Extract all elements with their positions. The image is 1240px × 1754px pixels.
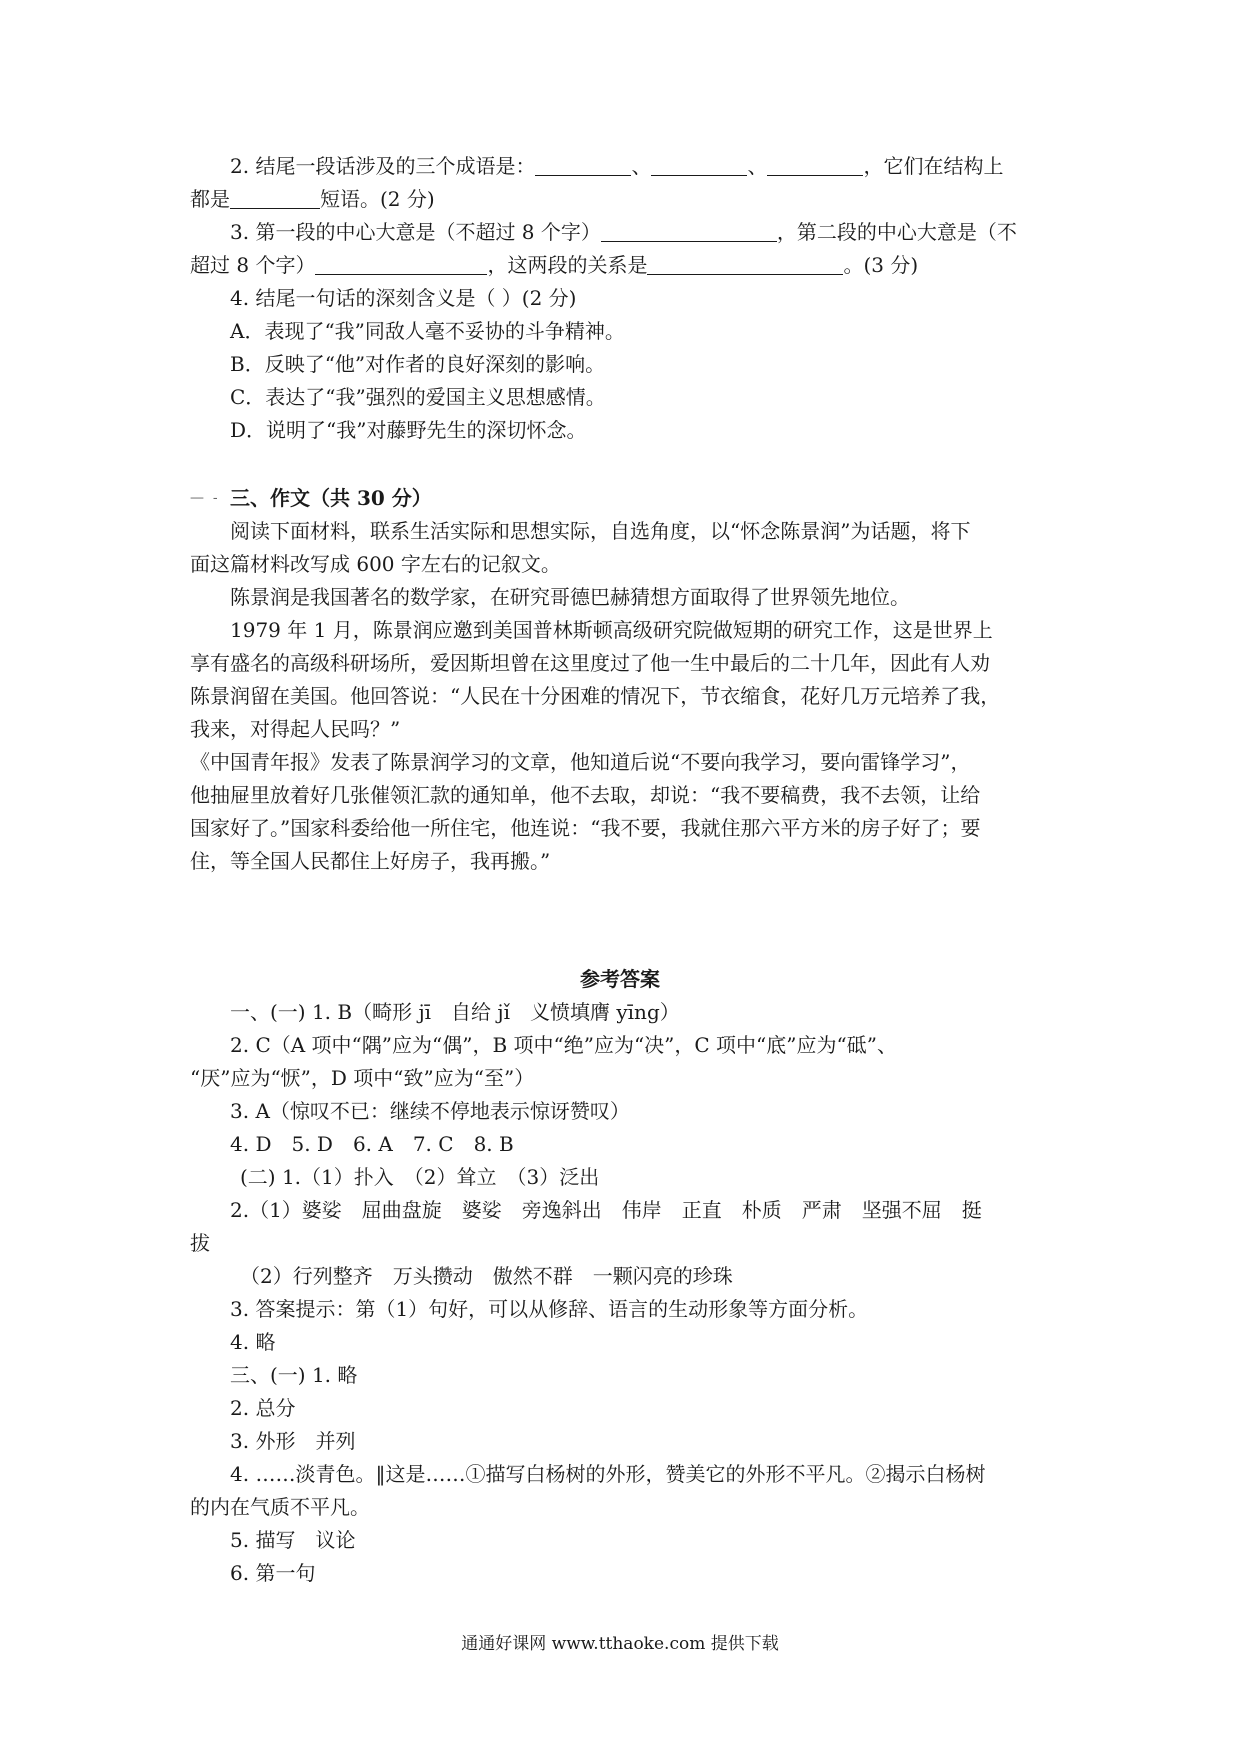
answer-line: 3. 答案提示：第（1）句好，可以从修辞、语言的生动形象等方面分析。 (230, 1297, 869, 1321)
answer-blank[interactable] (767, 155, 863, 176)
q3-text-d: ，这两段的关系是 (487, 253, 648, 277)
answer-line: 三、(一) 1. 略 (230, 1363, 358, 1387)
answers-title: 参考答案 (580, 967, 660, 991)
answer-line: 2. C（A 项中“隅”应为“偶”，B 项中“绝”应为“决”，C 项中“底”应为“砥”、 (230, 1033, 897, 1057)
q2-sep-2: 、 (747, 154, 768, 178)
answer-line: 4. 略 (230, 1330, 276, 1354)
essay-line: 1979 年 1 月，陈景润应邀到美国普林斯顿高级研究院做短期的研究工作，这是世界上 (230, 618, 993, 642)
essay-line: 享有盛名的高级科研场所，爱因斯坦曾在这里度过了他一生中最后的二十几年，因此有人劝 (190, 651, 990, 675)
q4-option-d: D．说明了“我”对藤野先生的深切怀念。 (230, 418, 587, 442)
q3-text-b: ，第二段的中心大意是（不 (776, 220, 1017, 244)
answer-line: 5. 描写 议论 (230, 1528, 356, 1552)
q4-option-c: C．表达了“我”强烈的爱国主义思想感情。 (230, 385, 606, 409)
essay-heading: 三、作文（共 30 分） (230, 486, 432, 510)
q3-line-1 (230, 216, 1017, 249)
answer-line: “厌”应为“恹”，D 项中“致”应为“至”） (190, 1066, 535, 1090)
answer-blank[interactable] (315, 254, 487, 275)
essay-line: 住，等全国人民都住上好房子，我再搬。” (190, 849, 551, 873)
essay-line: 阅读下面材料，联系生活实际和思想实际，自选角度，以“怀念陈景润”为话题，将下 (230, 519, 971, 543)
answer-line: 的内在气质不平凡。 (190, 1495, 370, 1519)
answer-line: 3. 外形 并列 (230, 1429, 356, 1453)
answer-line: (二) 1.（1）扑入 （2）耸立 （3）泛出 (240, 1165, 600, 1189)
q3-line-2 (190, 249, 918, 282)
q2-text-d: 短语。(2 分) (320, 187, 435, 211)
q3-text-a: 3. 第一段的中心大意是（不超过 8 个字） (230, 220, 601, 244)
essay-line: 他抽屉里放着好几张催领汇款的通知单，他不去取，却说：“我不要稿费，我不去领，让给 (190, 783, 981, 807)
answer-blank[interactable] (230, 188, 320, 209)
essay-line: 我来，对得起人民吗？” (190, 717, 401, 741)
answer-line: 2.（1）婆娑 屈曲盘旋 婆娑 旁逸斜出 伟岸 正直 朴质 严肃 坚强不屈 挺 (230, 1198, 982, 1222)
scan-mark: — - (190, 490, 218, 506)
answer-blank[interactable] (535, 155, 631, 176)
q4-option-a: A．表现了“我”同敌人毫不妥协的斗争精神。 (230, 319, 625, 343)
answer-blank[interactable] (651, 155, 747, 176)
essay-line: 国家好了。”国家科委给他一所住宅，他连说：“我不要，我就住那六平方米的房子好了；要 (190, 816, 981, 840)
q2-text-a: 2. 结尾一段话涉及的三个成语是： (230, 154, 536, 178)
answer-line: 2. 总分 (230, 1396, 296, 1420)
q3-text-e: 。(3 分) (843, 253, 919, 277)
answer-blank[interactable] (647, 254, 843, 275)
essay-line: 面这篇材料改写成 600 字左右的记叙文。 (190, 552, 561, 576)
q2-sep-1: 、 (631, 154, 652, 178)
q2-line-2 (190, 183, 435, 216)
q4-option-b: B．反映了“他”对作者的良好深刻的影响。 (230, 352, 606, 376)
q2-text-c: 都是 (190, 187, 230, 211)
q2-text-b: ，它们在结构上 (863, 154, 1004, 178)
answer-line: 3. A（惊叹不已：继续不停地表示惊讶赞叹） (230, 1099, 630, 1123)
page-footer: 通通好课网 www.tthaoke.com 提供下载 (461, 1634, 779, 1654)
answer-line: 6. 第一句 (230, 1561, 316, 1585)
answer-line: 4. D 5. D 6. A 7. C 8. B (230, 1132, 514, 1156)
q3-text-c: 超过 8 个字） (190, 253, 316, 277)
answer-line: 一、(一) 1. B（畸形 jī 自给 jǐ 义愤填膺 yīng） (230, 1000, 680, 1024)
q2-line-1 (230, 150, 1003, 183)
answer-line: 拔 (190, 1231, 210, 1255)
essay-line: 《中国青年报》发表了陈景润学习的文章，他知道后说“不要向我学习，要向雷锋学习”， (190, 750, 971, 774)
answer-line: 4. ……淡青色。‖这是……①描写白杨树的外形，赞美它的外形不平凡。②揭示白杨树 (230, 1462, 986, 1486)
answer-blank[interactable] (601, 221, 777, 242)
essay-line: 陈景润留在美国。他回答说：“人民在十分困难的情况下，节衣缩食，花好几万元培养了我， (190, 684, 1001, 708)
answer-line: （2）行列整齐 万头攒动 傲然不群 一颗闪亮的珍珠 (240, 1264, 733, 1288)
q4-stem: 4. 结尾一句话的深刻含义是（ ）(2 分) (230, 286, 577, 310)
essay-line: 陈景润是我国著名的数学家，在研究哥德巴赫猜想方面取得了世界领先地位。 (230, 585, 910, 609)
